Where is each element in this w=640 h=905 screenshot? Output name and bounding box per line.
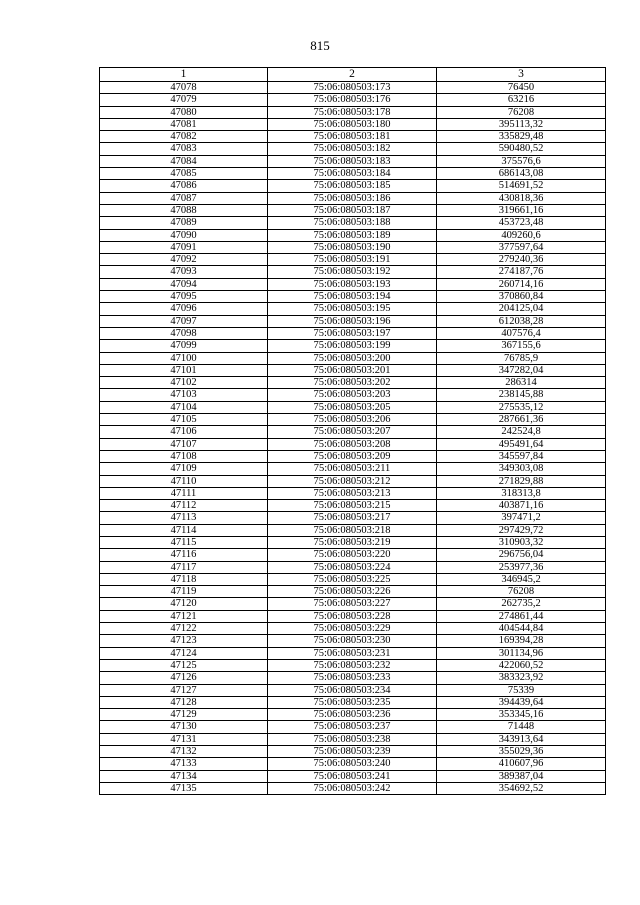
cadastral-number-cell: 75:06:080503:209 [268,450,437,462]
value-cell: 242524,8 [437,426,606,438]
value-cell: 686143,08 [437,168,606,180]
row-number-cell: 47122 [100,623,268,635]
table-row [100,709,606,721]
row-number-cell: 47110 [100,475,268,487]
row-number-cell: 47105 [100,414,268,426]
value-cell: 318313,8 [437,487,606,499]
cadastral-number-cell: 75:06:080503:239 [268,746,437,758]
table-row [100,389,606,401]
table-row [100,586,606,598]
cadastral-number-cell: 75:06:080503:219 [268,536,437,548]
cadastral-number-cell: 75:06:080503:207 [268,426,437,438]
table-row [100,82,606,94]
row-number-cell: 47103 [100,389,268,401]
value-cell: 410607,96 [437,758,606,770]
table-row [100,500,606,512]
cadastral-number-cell: 75:06:080503:217 [268,512,437,524]
row-number-cell: 47079 [100,94,268,106]
row-number-cell: 47096 [100,303,268,315]
value-cell: 262735,2 [437,598,606,610]
table-body [100,82,606,795]
row-number-cell: 47121 [100,610,268,622]
value-cell: 409260,6 [437,229,606,241]
value-cell: 495491,64 [437,438,606,450]
table-row [100,315,606,327]
table-row [100,721,606,733]
row-number-cell: 47113 [100,512,268,524]
value-cell: 394439,64 [437,696,606,708]
value-cell: 260714,16 [437,278,606,290]
table-row [100,487,606,499]
row-number-cell: 47112 [100,500,268,512]
table-row [100,377,606,389]
value-cell: 274861,44 [437,610,606,622]
row-number-cell: 47099 [100,340,268,352]
table-row [100,770,606,782]
value-cell: 76785,9 [437,352,606,364]
row-number-cell: 47088 [100,204,268,216]
row-number-cell: 47084 [100,155,268,167]
cadastral-number-cell: 75:06:080503:194 [268,291,437,303]
value-cell: 590480,52 [437,143,606,155]
cadastral-number-cell: 75:06:080503:191 [268,254,437,266]
value-cell: 297429,72 [437,524,606,536]
row-number-cell: 47091 [100,241,268,253]
row-number-cell: 47134 [100,770,268,782]
table-row [100,684,606,696]
value-cell: 346945,2 [437,573,606,585]
table-row [100,733,606,745]
value-cell: 347282,04 [437,364,606,376]
cadastral-number-cell: 75:06:080503:185 [268,180,437,192]
value-cell: 430818,36 [437,192,606,204]
table-row [100,131,606,143]
row-number-cell: 47085 [100,168,268,180]
cadastral-number-cell: 75:06:080503:203 [268,389,437,401]
row-number-cell: 47108 [100,450,268,462]
value-cell: 275535,12 [437,401,606,413]
value-cell: 71448 [437,721,606,733]
cadastral-number-cell: 75:06:080503:199 [268,340,437,352]
table-row [100,241,606,253]
value-cell: 453723,48 [437,217,606,229]
table-row [100,327,606,339]
cadastral-number-cell: 75:06:080503:220 [268,549,437,561]
table-row [100,610,606,622]
table-row [100,536,606,548]
cadastral-number-cell: 75:06:080503:187 [268,204,437,216]
row-number-cell: 47132 [100,746,268,758]
row-number-cell: 47101 [100,364,268,376]
table-row [100,696,606,708]
table-row [100,782,606,794]
cadastral-number-cell: 75:06:080503:184 [268,168,437,180]
row-number-cell: 47128 [100,696,268,708]
value-cell: 310903,32 [437,536,606,548]
row-number-cell: 47090 [100,229,268,241]
cadastral-number-cell: 75:06:080503:192 [268,266,437,278]
cadastral-number-cell: 75:06:080503:193 [268,278,437,290]
table-row [100,291,606,303]
cadastral-number-cell: 75:06:080503:235 [268,696,437,708]
table-row [100,512,606,524]
row-number-cell: 47124 [100,647,268,659]
table-row [100,278,606,290]
cadastral-number-cell: 75:06:080503:224 [268,561,437,573]
row-number-cell: 47129 [100,709,268,721]
table-row [100,549,606,561]
table-row [100,192,606,204]
table-row [100,635,606,647]
cadastral-number-cell: 75:06:080503:176 [268,94,437,106]
value-cell: 76450 [437,82,606,94]
row-number-cell: 47114 [100,524,268,536]
cadastral-number-cell: 75:06:080503:202 [268,377,437,389]
table-row [100,204,606,216]
cadastral-number-cell: 75:06:080503:242 [268,782,437,794]
row-number-cell: 47086 [100,180,268,192]
cadastral-number-cell: 75:06:080503:226 [268,586,437,598]
table-row [100,94,606,106]
value-cell: 375576,6 [437,155,606,167]
value-cell: 253977,36 [437,561,606,573]
cadastral-number-cell: 75:06:080503:190 [268,241,437,253]
value-cell: 514691,52 [437,180,606,192]
value-cell: 296756,04 [437,549,606,561]
value-cell: 404544,84 [437,623,606,635]
table-row [100,598,606,610]
cadastral-number-cell: 75:06:080503:233 [268,672,437,684]
row-number-cell: 47119 [100,586,268,598]
row-number-cell: 47104 [100,401,268,413]
table-row [100,229,606,241]
row-number-cell: 47102 [100,377,268,389]
value-cell: 422060,52 [437,659,606,671]
page-number: 815 [310,38,330,53]
row-number-cell: 47092 [100,254,268,266]
value-cell: 349303,08 [437,463,606,475]
value-cell: 76208 [437,106,606,118]
cadastral-number-cell: 75:06:080503:213 [268,487,437,499]
cadastral-number-cell: 75:06:080503:181 [268,131,437,143]
row-number-cell: 47083 [100,143,268,155]
value-cell: 287661,36 [437,414,606,426]
row-number-cell: 47097 [100,315,268,327]
row-number-cell: 47125 [100,659,268,671]
cadastral-number-cell: 75:06:080503:186 [268,192,437,204]
value-cell: 75339 [437,684,606,696]
table-row [100,524,606,536]
value-cell: 407576,4 [437,327,606,339]
row-number-cell: 47116 [100,549,268,561]
value-cell: 271829,88 [437,475,606,487]
value-cell: 395113,32 [437,118,606,130]
cadastral-number-cell: 75:06:080503:201 [268,364,437,376]
table-row [100,573,606,585]
table-row [100,118,606,130]
cadastral-number-cell: 75:06:080503:196 [268,315,437,327]
value-cell: 397471,2 [437,512,606,524]
row-number-cell: 47123 [100,635,268,647]
row-number-cell: 47087 [100,192,268,204]
cadastral-number-cell: 75:06:080503:215 [268,500,437,512]
row-number-cell: 47109 [100,463,268,475]
row-number-cell: 47107 [100,438,268,450]
table-row [100,463,606,475]
value-cell: 353345,16 [437,709,606,721]
table-row [100,254,606,266]
cadastral-number-cell: 75:06:080503:197 [268,327,437,339]
value-cell: 204125,04 [437,303,606,315]
value-cell: 612038,28 [437,315,606,327]
row-number-cell: 47130 [100,721,268,733]
value-cell: 301134,96 [437,647,606,659]
column-header-number: 1 [100,68,268,82]
row-number-cell: 47100 [100,352,268,364]
value-cell: 383323,92 [437,672,606,684]
cadastral-value-table [99,67,606,795]
table-row [100,561,606,573]
value-cell: 343913,64 [437,733,606,745]
table-row [100,758,606,770]
table-row [100,426,606,438]
cadastral-number-cell: 75:06:080503:237 [268,721,437,733]
row-number-cell: 47093 [100,266,268,278]
value-cell: 335829,48 [437,131,606,143]
value-cell: 370860,84 [437,291,606,303]
row-number-cell: 47115 [100,536,268,548]
cadastral-number-cell: 75:06:080503:182 [268,143,437,155]
row-number-cell: 47098 [100,327,268,339]
table-row [100,414,606,426]
table-row [100,217,606,229]
cadastral-number-cell: 75:06:080503:218 [268,524,437,536]
row-number-cell: 47111 [100,487,268,499]
cadastral-number-cell: 75:06:080503:188 [268,217,437,229]
table-row [100,659,606,671]
cadastral-number-cell: 75:06:080503:234 [268,684,437,696]
value-cell: 279240,36 [437,254,606,266]
table-row [100,155,606,167]
table-row [100,450,606,462]
cadastral-number-cell: 75:06:080503:212 [268,475,437,487]
table-row [100,746,606,758]
cadastral-number-cell: 75:06:080503:178 [268,106,437,118]
row-number-cell: 47118 [100,573,268,585]
value-cell: 354692,52 [437,782,606,794]
cadastral-number-cell: 75:06:080503:208 [268,438,437,450]
value-cell: 403871,16 [437,500,606,512]
cadastral-number-cell: 75:06:080503:230 [268,635,437,647]
cadastral-number-cell: 75:06:080503:173 [268,82,437,94]
row-number-cell: 47120 [100,598,268,610]
value-cell: 389387,04 [437,770,606,782]
cadastral-number-cell: 75:06:080503:206 [268,414,437,426]
table-row [100,143,606,155]
cadastral-number-cell: 75:06:080503:211 [268,463,437,475]
table-row [100,401,606,413]
cadastral-number-cell: 75:06:080503:241 [268,770,437,782]
cadastral-number-cell: 75:06:080503:228 [268,610,437,622]
value-cell: 76208 [437,586,606,598]
row-number-cell: 47126 [100,672,268,684]
value-cell: 345597,84 [437,450,606,462]
cadastral-number-cell: 75:06:080503:240 [268,758,437,770]
row-number-cell: 47082 [100,131,268,143]
table-row [100,168,606,180]
value-cell: 169394,28 [437,635,606,647]
value-cell: 63216 [437,94,606,106]
column-header-cadastral-number: 2 [268,68,437,82]
table-row [100,303,606,315]
value-cell: 319661,16 [437,204,606,216]
cadastral-number-cell: 75:06:080503:229 [268,623,437,635]
row-number-cell: 47095 [100,291,268,303]
row-number-cell: 47089 [100,217,268,229]
value-cell: 274187,76 [437,266,606,278]
table-row [100,106,606,118]
cadastral-number-cell: 75:06:080503:205 [268,401,437,413]
row-number-cell: 47127 [100,684,268,696]
value-cell: 377597,64 [437,241,606,253]
table-row [100,672,606,684]
cadastral-number-cell: 75:06:080503:195 [268,303,437,315]
value-cell: 238145,88 [437,389,606,401]
cadastral-number-cell: 75:06:080503:238 [268,733,437,745]
cadastral-number-cell: 75:06:080503:236 [268,709,437,721]
table-row [100,438,606,450]
row-number-cell: 47080 [100,106,268,118]
column-header-value: 3 [437,68,606,82]
cadastral-number-cell: 75:06:080503:225 [268,573,437,585]
cadastral-number-cell: 75:06:080503:227 [268,598,437,610]
row-number-cell: 47135 [100,782,268,794]
row-number-cell: 47117 [100,561,268,573]
row-number-cell: 47081 [100,118,268,130]
table-row [100,647,606,659]
table-header-row [100,68,606,82]
value-cell: 355029,36 [437,746,606,758]
table-row [100,352,606,364]
value-cell: 367155,6 [437,340,606,352]
cadastral-number-cell: 75:06:080503:183 [268,155,437,167]
table-row [100,180,606,192]
value-cell: 286314 [437,377,606,389]
row-number-cell: 47078 [100,82,268,94]
row-number-cell: 47106 [100,426,268,438]
row-number-cell: 47133 [100,758,268,770]
cadastral-number-cell: 75:06:080503:180 [268,118,437,130]
table-row [100,340,606,352]
row-number-cell: 47094 [100,278,268,290]
cadastral-number-cell: 75:06:080503:189 [268,229,437,241]
row-number-cell: 47131 [100,733,268,745]
table-row [100,364,606,376]
cadastral-number-cell: 75:06:080503:231 [268,647,437,659]
table-row [100,623,606,635]
table-row [100,475,606,487]
cadastral-number-cell: 75:06:080503:232 [268,659,437,671]
table-row [100,266,606,278]
cadastral-number-cell: 75:06:080503:200 [268,352,437,364]
